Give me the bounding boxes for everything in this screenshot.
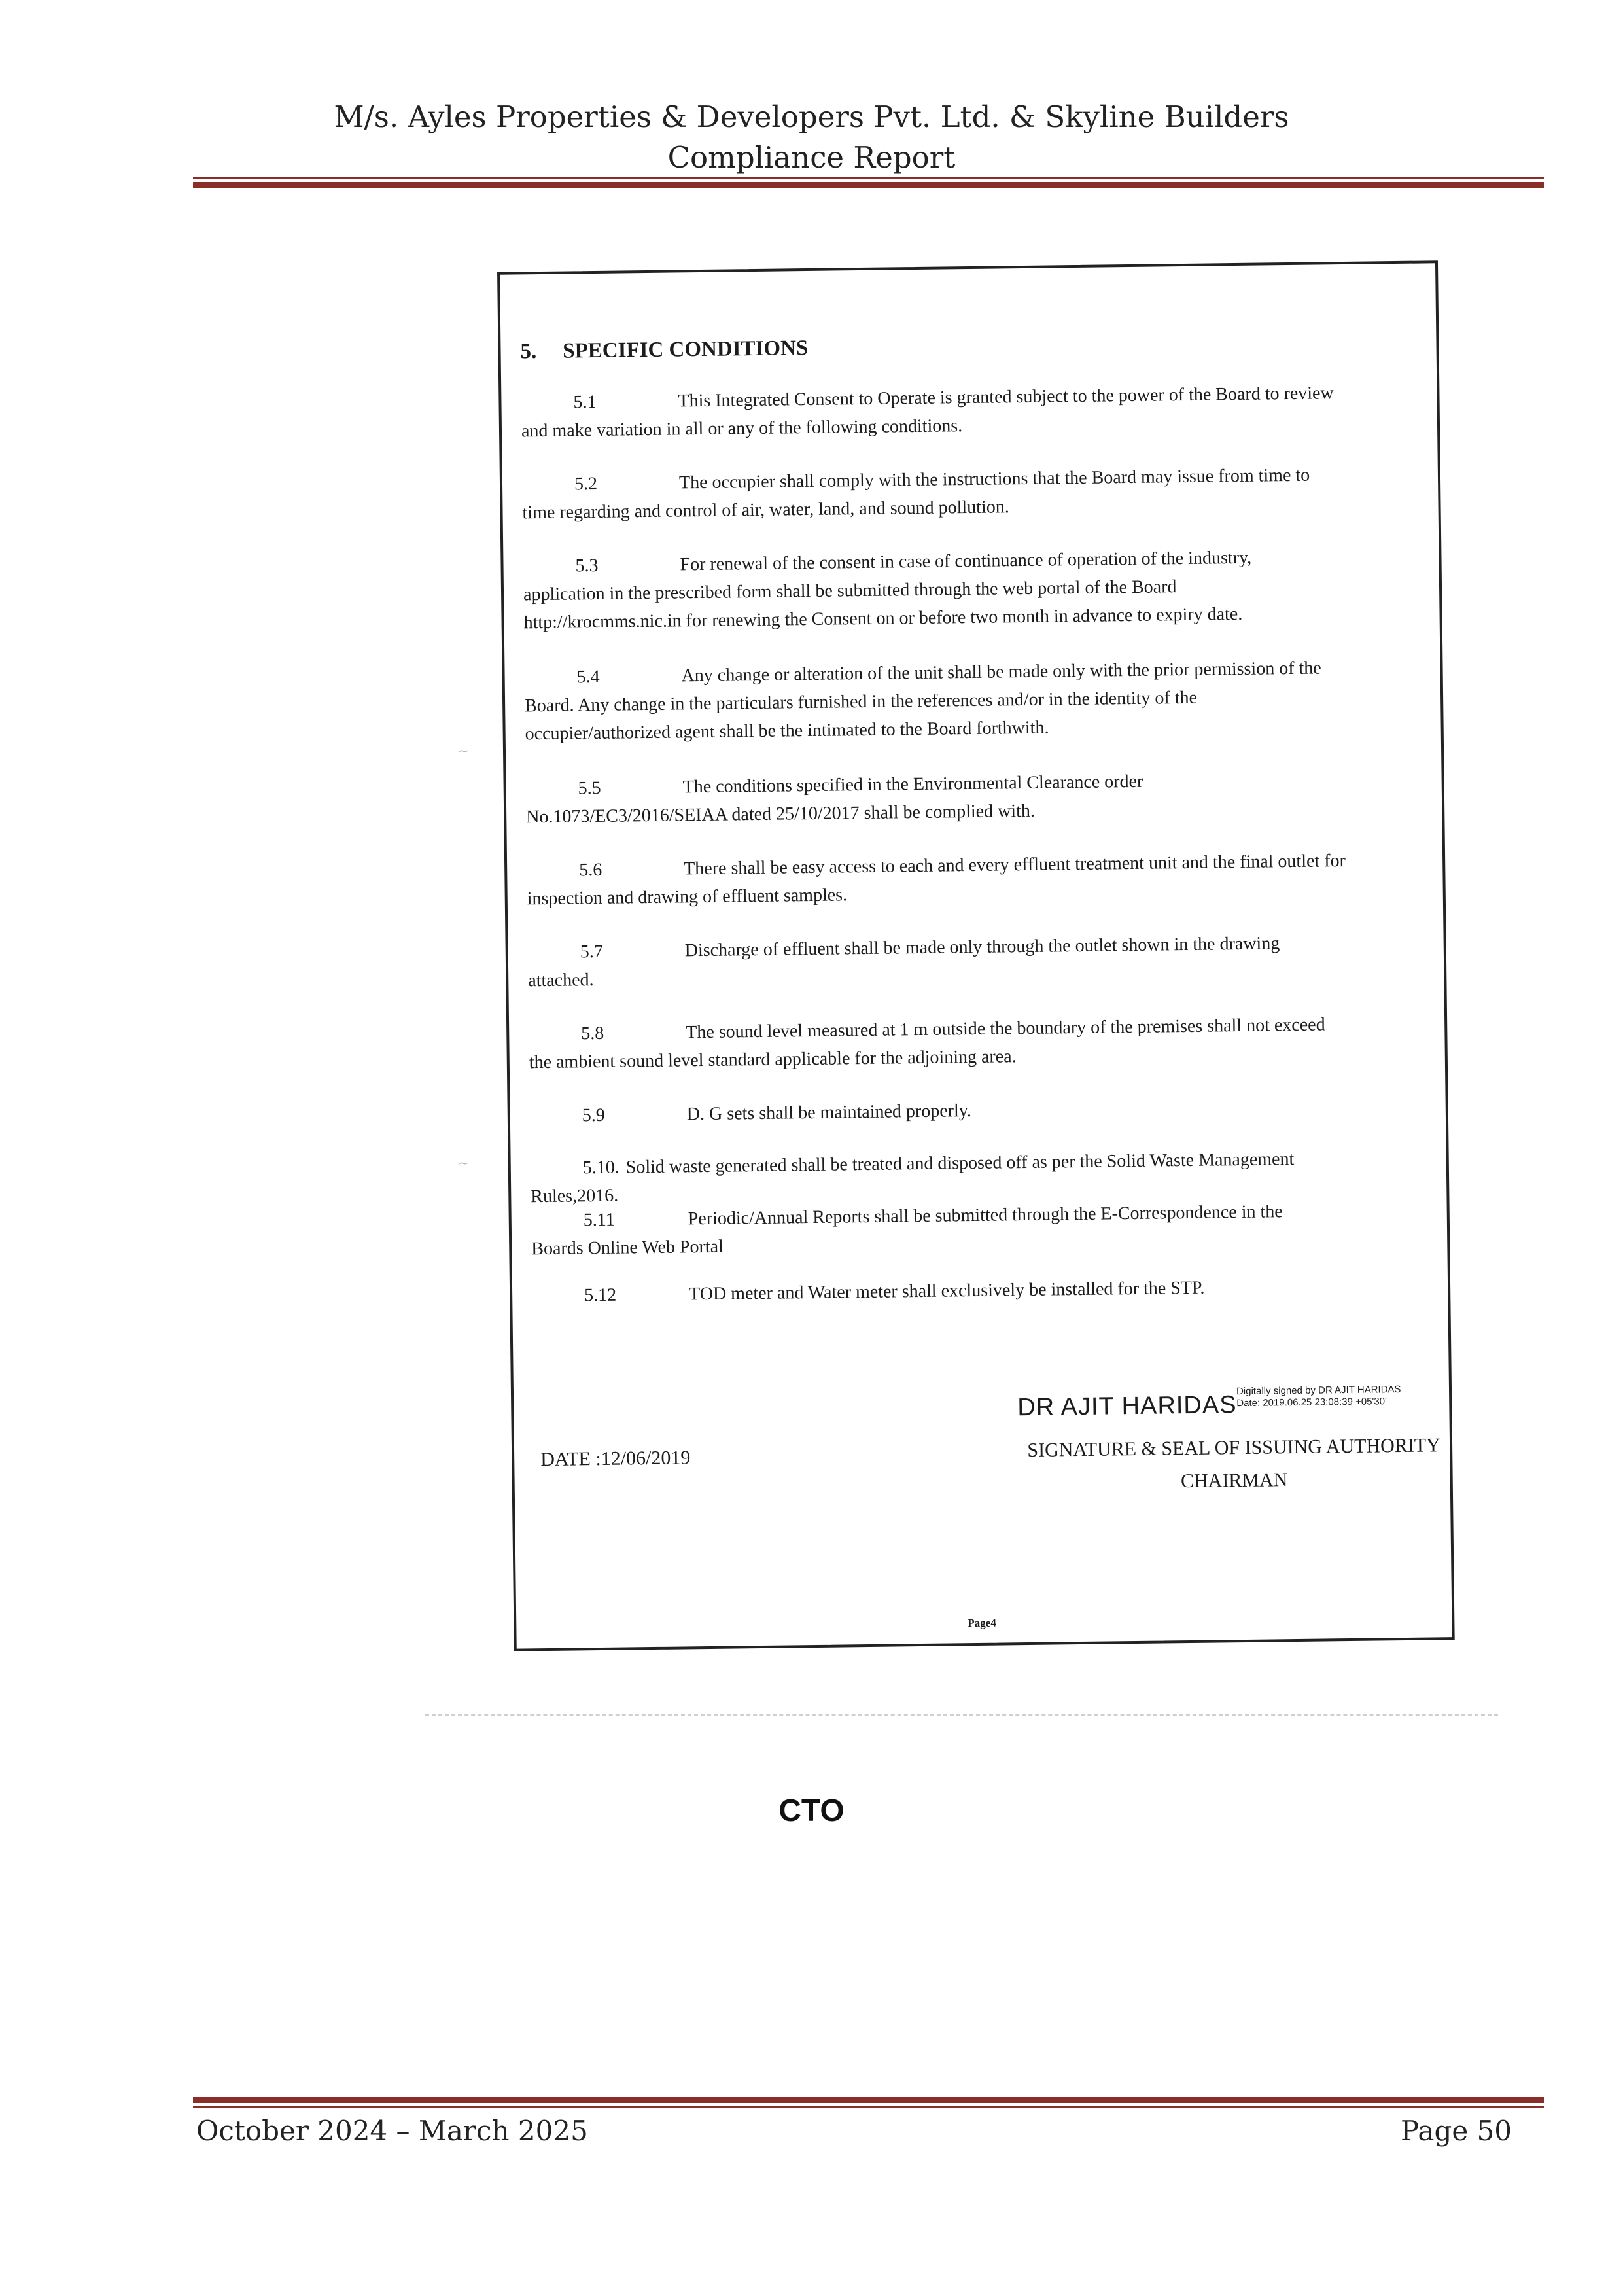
digital-signature-stamp: Digitally signed by DR AJIT HARIDAS Date: 2019.06.25 23:08:39 +05'30': [1236, 1384, 1401, 1409]
page-header: [0, 97, 1623, 178]
designation: CHAIRMAN: [1180, 1469, 1288, 1492]
figure-caption: CTO: [778, 1793, 845, 1828]
condition-5-3: 5.3 For renewal of the consent in case of continuance of operation of the industry, application in the prescribed form shall be submitted through the web portal of the Board http://krocmms.nic.in for renewing the Consent on or before two month in advance to expiry date.: [523, 547, 1252, 633]
scan-edge: [425, 1714, 1498, 1717]
condition-5-7: 5.7 Discharge of effluent shall be made only through the outlet shown in the drawing attached.: [528, 933, 1280, 991]
scan-page-number: Page4: [968, 1616, 996, 1630]
scan-smudge: ~: [458, 1155, 469, 1171]
footer-page-number: Page 50: [1401, 2115, 1512, 2147]
condition-5-6: 5.6 There shall be easy access to each and every effluent treatment unit and the final outlet for inspection and drawing of effluent samples.: [527, 851, 1346, 910]
scanned-page: [497, 260, 1455, 1651]
condition-5-5: 5.5 The conditions specified in the Environmental Clearance order No.1073/EC3/2016/SEIAA dated 25/10/2017 shall be complied with.: [526, 771, 1143, 828]
signature-seal-label: SIGNATURE & SEAL OF ISSUING AUTHORITY: [1027, 1434, 1440, 1462]
scanned-document: [425, 258, 1498, 1737]
header-rule: [193, 177, 1544, 188]
condition-5-10: 5.10. Solid waste generated shall be treated and disposed off as per the Solid Waste Management Rules,2016.: [531, 1149, 1295, 1207]
footer-rule: [193, 2097, 1544, 2108]
condition-5-8: 5.8 The sound level measured at 1 m outside the boundary of the premises shall not exceed the ambient sound level standard applicable for the adjoining area.: [529, 1014, 1325, 1073]
section-heading: 5. SPECIFIC CONDITIONS: [520, 336, 809, 364]
condition-5-12: 5.12 TOD meter and Water meter shall exclusively be installed for the STP.: [584, 1277, 1205, 1306]
condition-5-2: 5.2 The occupier shall comply with the instructions that the Board may issue from time to time regarding and control of air, water, land, and sound pollution.: [522, 465, 1310, 523]
header-report-title: Compliance Report: [667, 140, 956, 175]
issue-date: DATE :12/06/2019: [540, 1447, 691, 1471]
scan-smudge: ~: [458, 743, 469, 758]
header-company: M/s. Ayles Properties & Developers Pvt. Ltd. & Skyline Builders: [334, 99, 1289, 134]
footer-period: October 2024 – March 2025: [196, 2115, 588, 2147]
signer-name: DR AJIT HARIDAS: [1017, 1391, 1237, 1422]
condition-5-4: 5.4 Any change or alteration of the unit shall be made only with the prior permission of the Board. Any change in the particulars furnished in the references and/or in the identity of the occupier/authorized agent shall be the intimated to the Board forthwith.: [524, 658, 1321, 745]
condition-5-9: 5.9 D. G sets shall be maintained properly.: [582, 1101, 972, 1126]
condition-5-11: 5.11 Periodic/Annual Reports shall be submitted through the E-Correspondence in the Boards Online Web Portal: [531, 1201, 1283, 1260]
condition-5-1: 5.1 This Integrated Consent to Operate is granted subject to the power of the Board to review and make variation in all or any of the following conditions.: [521, 383, 1334, 442]
